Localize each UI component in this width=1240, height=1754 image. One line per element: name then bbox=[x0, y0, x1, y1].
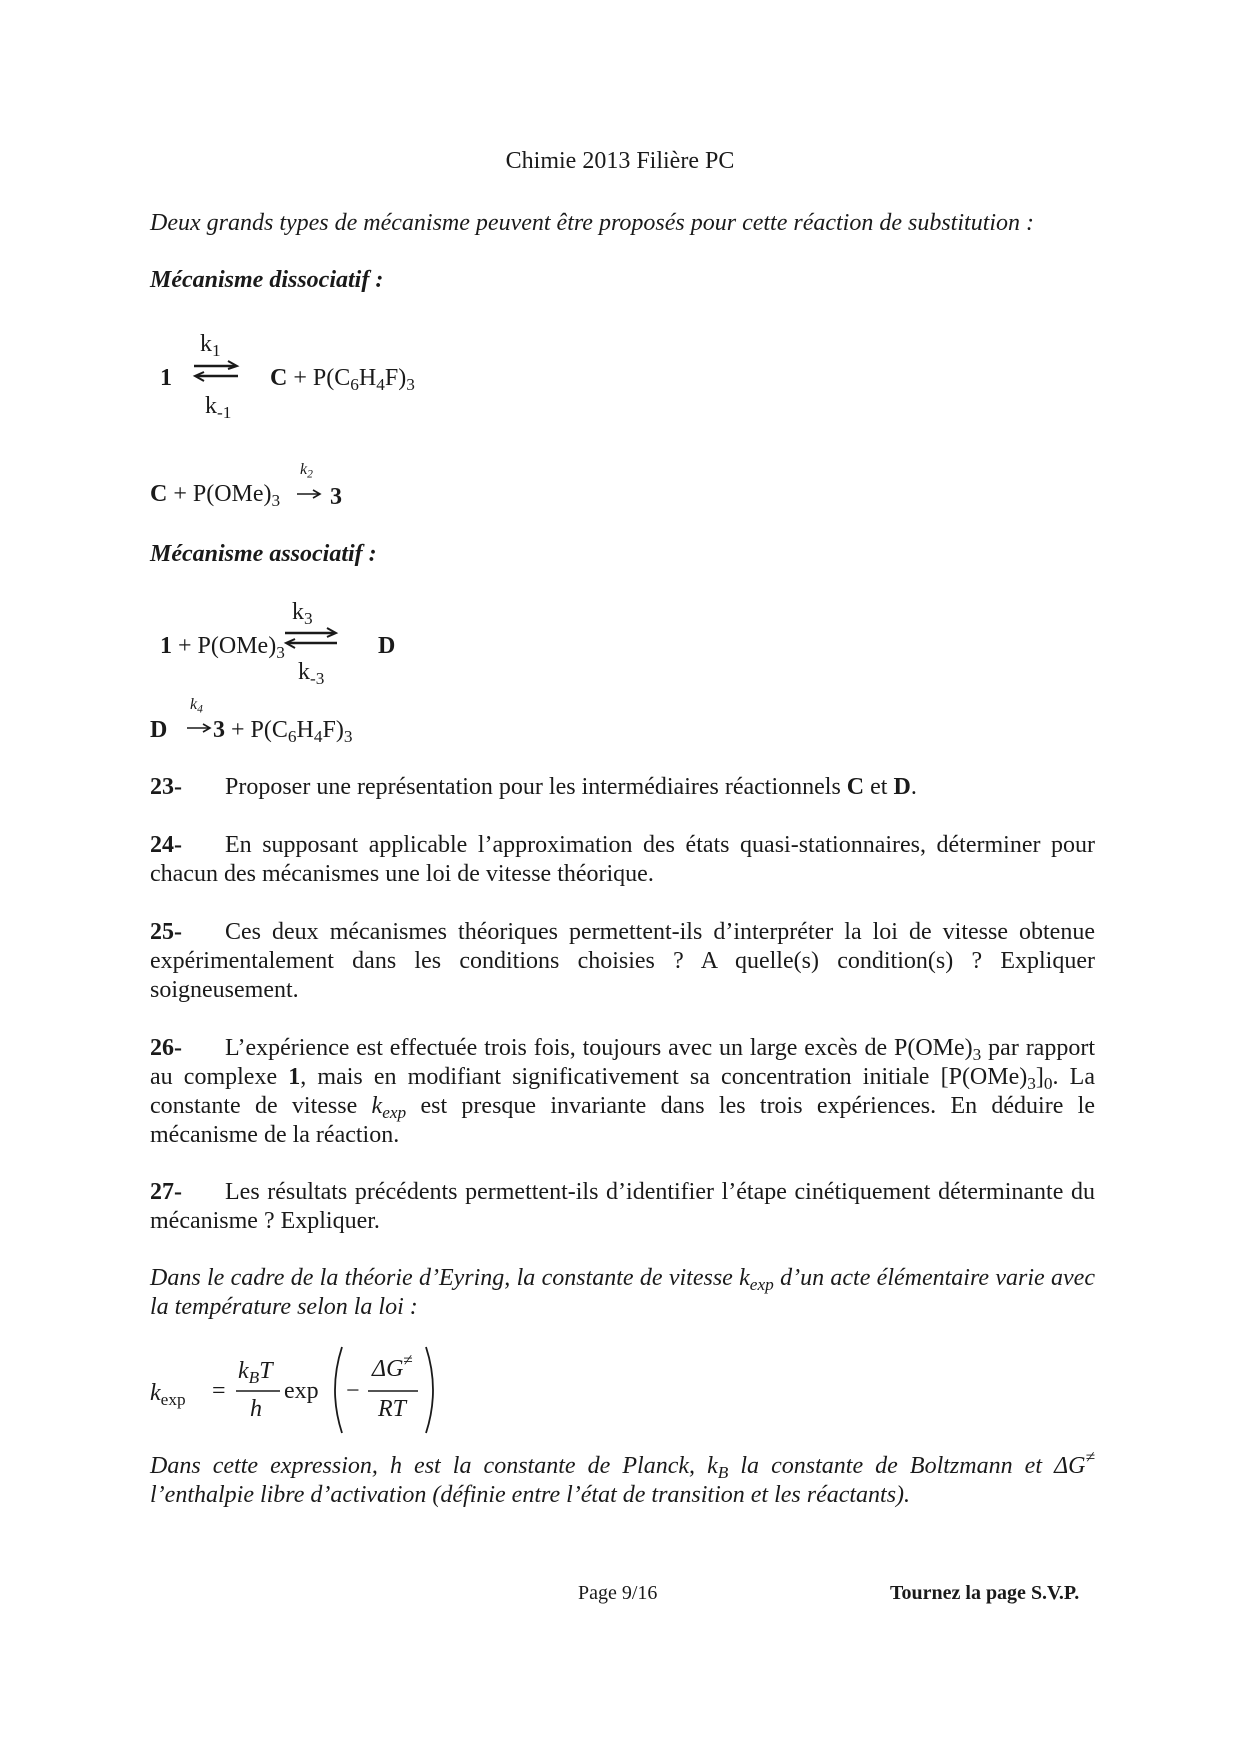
formula-RT: RT bbox=[378, 1396, 407, 1422]
product-3-phosphine: $3 + P(C_6H_4F)_3$ bbox=[213, 717, 353, 747]
associative-equation-2 bbox=[150, 690, 550, 750]
k2-label: $k_2$ bbox=[300, 461, 313, 481]
reactant-C-phosphite: $C + P(OMe)_3$ bbox=[150, 481, 281, 511]
associative-title: Mécanisme associatif : bbox=[150, 541, 377, 567]
reaction-arrow bbox=[295, 487, 325, 501]
k4-label: $k_4$ bbox=[190, 696, 203, 716]
product-3: 3 bbox=[330, 484, 342, 510]
k-forward-label: $k_1$ bbox=[200, 331, 221, 361]
intro-text: Deux grands types de mécanisme peuvent être proposés pour cette réaction de substitution : bbox=[150, 210, 1035, 236]
k-reverse-label: $k_{-1}$ bbox=[205, 393, 232, 423]
fraction-bar bbox=[368, 1389, 418, 1393]
formula-explanation: Dans cette expression, h est la constante de Planck, $k_B$ la constante de Boltzmann et ΔG≠ l’enthalpie libre d’activation (définie entre l’état de transition et les réactants). bbox=[150, 1447, 1095, 1508]
turn-page-note: Tournez la page S.V.P. bbox=[890, 1582, 1080, 1604]
k3-label: $k_3$ bbox=[292, 599, 313, 629]
dissociative-title: Mécanisme dissociatif : bbox=[150, 267, 384, 293]
associative-equation-1 bbox=[150, 598, 550, 688]
dissociative-equation-1 bbox=[150, 330, 550, 430]
question-23: 23- Proposer une représentation pour les intermédiaires réactionnels C et D. bbox=[150, 774, 917, 800]
fraction-bar bbox=[236, 1389, 280, 1393]
equilibrium-arrows bbox=[192, 360, 242, 384]
formula-lhs: $k_{exp}$ bbox=[150, 1380, 186, 1410]
right-paren bbox=[422, 1345, 442, 1435]
page-number: Page 9/16 bbox=[578, 1582, 658, 1604]
eyring-formula bbox=[150, 1345, 450, 1445]
question-25: 25- Ces deux mécanismes théoriques permettent-ils d’interpréter la loi de vitesse obtenue expérimentalement dans les conditions choisies ? A quelle(s) condition(s) ? Expliquer soigneusement. bbox=[150, 919, 1095, 1003]
intermediate-D: D bbox=[378, 633, 396, 659]
reactant-1-phosphite: $1 + P(OMe)_3$ bbox=[160, 633, 285, 663]
k-3-label: $k_{-3}$ bbox=[298, 659, 325, 689]
reactant-D: D bbox=[150, 717, 168, 743]
equilibrium-arrows bbox=[283, 628, 339, 652]
question-24: 24- En supposant applicable l’approximation des états quasi-stationnaires, déterminer pour chacun des mécanismes une loi de vitesse théorique. bbox=[150, 832, 1095, 887]
reaction-arrow bbox=[185, 721, 215, 735]
dissociative-equation-2 bbox=[150, 455, 550, 515]
left-paren bbox=[326, 1345, 346, 1435]
reactant-1: 1 bbox=[160, 365, 172, 391]
page-title: Chimie 2013 Filière PC bbox=[505, 148, 735, 174]
formula-equals: = bbox=[212, 1378, 226, 1404]
eyring-intro: Dans le cadre de la théorie d’Eyring, la constante de vitesse $k_{exp}$ d’un acte élémentaire varie avec la température selon la loi : bbox=[150, 1265, 1095, 1320]
question-26: 26- L’expérience est effectuée trois fois, toujours avec un large excès de $P(OMe)_3$ par rapport au complexe 1, mais en modifiant significativement sa concentration initiale $[P(OMe)_3]_0$. La constante de vitesse $k_{exp}$ est presque invariante dans les trois expériences. En déduire le mécanisme de la réaction. bbox=[150, 1035, 1095, 1148]
formula-numerator: $k_BT$ bbox=[238, 1358, 273, 1388]
formula-denominator: h bbox=[250, 1396, 262, 1422]
formula-minus: − bbox=[346, 1378, 360, 1404]
formula-deltaG: ΔG≠ bbox=[372, 1350, 413, 1382]
formula-exp: exp bbox=[284, 1378, 319, 1404]
product-C-phosphine: $C + P(C_6H_4F)_3$ bbox=[270, 365, 415, 395]
question-27: 27- Les résultats précédents permettent-ils d’identifier l’étape cinétiquement déterminante du mécanisme ? Expliquer. bbox=[150, 1179, 1095, 1234]
